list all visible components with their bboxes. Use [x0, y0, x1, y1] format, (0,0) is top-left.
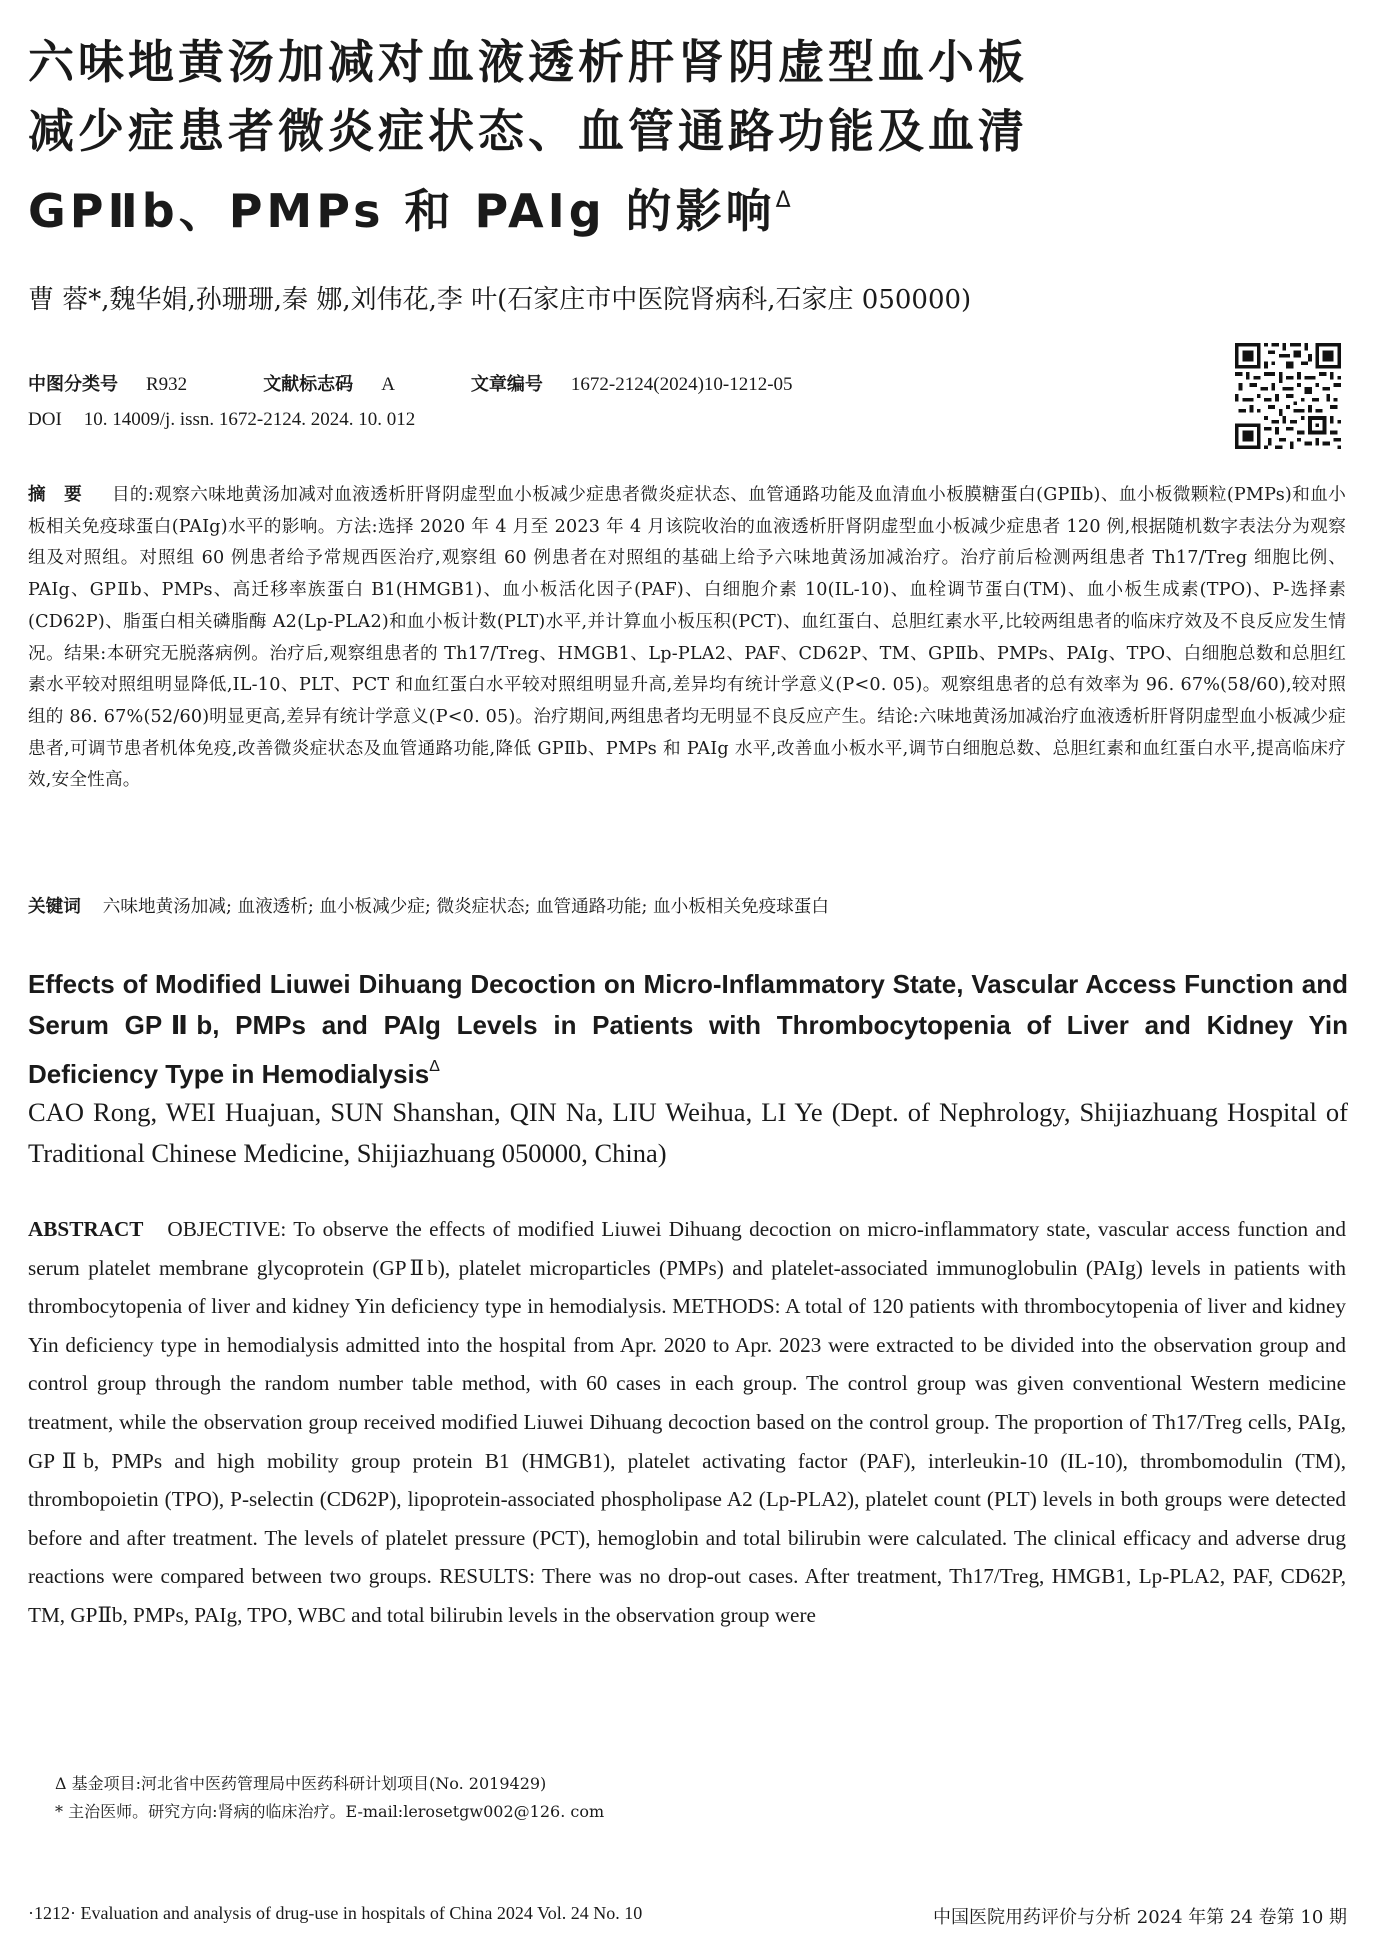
clc-label: 中图分类号: [28, 374, 118, 395]
fund-footnote: Δ 基金项目:河北省中医药管理局中医药科研计划项目(No. 2019429): [55, 1774, 547, 1793]
chinese-keywords-text: 六味地黄汤加减; 血液透析; 血小板减少症; 微炎症状态; 血管通路功能; 血小板相关免疫球蛋白: [102, 897, 829, 917]
chinese-title-line-1: 六味地黄汤加减对血液透析肝肾阴虚型血小板: [28, 35, 1028, 89]
clc-value: R932: [146, 374, 188, 395]
article-no-value: 1672-2124(2024)10-1212-05: [570, 374, 793, 395]
english-title: Effects of Modified Liuwei Dihuang Decoction on Micro-Inflammatory State, Vascular Access Function and Serum GPⅡb, PMPs and PAIg Levels in Patients with Thrombocytopenia of Liver and Kidney Yin Deficiency Type in Hemodialysis$^\Delta$: [28, 969, 1348, 1089]
chinese-title: [28, 28, 1348, 246]
doc-code-value: A: [381, 374, 395, 395]
chinese-title-line-2: 减少症患者微炎症状态、血管通路功能及血清: [28, 104, 1028, 158]
footnotes: [55, 1770, 604, 1826]
english-abstract-label: ABSTRACT: [28, 1217, 144, 1241]
author-footnote: * 主治医师。研究方向:肾病的临床治疗。E-mail:lerosetgw002@126. com: [55, 1802, 605, 1821]
classification-row: [28, 370, 793, 396]
qr-code-icon[interactable]: [1235, 343, 1341, 449]
chinese-title-line-3: GPⅡb、PMPs 和 PAIg 的影响$^\Delta$: [28, 184, 795, 238]
fund-mark: Δ: [775, 188, 795, 213]
english-fund-mark: Δ: [429, 1058, 440, 1075]
page-footer-left: ·1212· Evaluation and analysis of drug-use in hospitals of China 2024 Vol. 24 No. 10: [28, 1903, 643, 1923]
chinese-keywords: [28, 893, 829, 918]
chinese-abstract-label: 摘 要: [28, 485, 88, 505]
doi-label: DOI: [28, 409, 62, 430]
doi-value: 10. 14009/j. issn. 1672-2124. 2024. 10. 012: [83, 409, 416, 430]
chinese-abstract-text: 目的:观察六味地黄汤加减对血液透析肝肾阴虚型血小板减少症患者微炎症状态、血管通路功能及血清血小板膜糖蛋白(GPⅡb)、血小板微颗粒(PMPs)和血小板相关免疫球蛋白(PAIg)水平的影响。方法:选择 2020 年 4 月至 2023 年 4 月该院收治的血液透析肝肾阴虚型血小板减少症患者 120 例,根据随机数字表法分为观察组及对照组。对照组 60 例患者给予常规西医治疗,观察组 60 例患者在对照组的基础上给予六味地黄汤加减治疗。治疗前后检测两组患者 Th17/Treg 细胞比例、PAIg、GPⅡb、PMPs、高迁移率族蛋白 B1(HMGB1)、血小板活化因子(PAF)、白细胞介素 10(IL-10)、血栓调节蛋白(TM)、血小板生成素(TPO)、P-选择素(CD62P)、脂蛋白相关磷脂酶 A2(Lp-PLA2)和血小板计数(PLT)水平,并计算血小板压积(PCT)、血红蛋白、总胆红素水平,比较两组患者的临床疗效及不良反应发生情况。结果:本研究无脱落病例。治疗后,观察组患者的 Th17/Treg、HMGB1、Lp-PLA2、PAF、CD62P、TM、GPⅡb、PMPs、PAIg、TPO、白细胞总数和总胆红素水平较对照组明显降低,IL-10、PLT、PCT 和血红蛋白水平较对照组明显升高,差异均有统计学意义(P<0. 05)。观察组患者的总有效率为 96. 67%(58/60),较对照组的 86. 67%(52/60)明显更高,差异有统计学意义(P<0. 05)。治疗期间,两组患者均无明显不良反应产生。结论:六味地黄汤加减治疗血液透析肝肾阴虚型血小板减少症患者,可调节患者机体免疫,改善微炎症状态及血管通路功能,降低 GPⅡb、PMPs 和 PAIg 水平,改善血小板水平,调节白细胞总数、总胆红素和血红蛋白水平,提高临床疗效,安全性高。: [28, 485, 1346, 791]
doi-row: [28, 409, 415, 431]
page-footer-right: 中国医院用药评价与分析 2024 年第 24 卷第 10 期: [933, 1907, 1347, 1928]
chinese-authors: 曹 蓉*,魏华娟,孙珊珊,秦 娜,刘伟花,李 叶(石家庄市中医院肾病科,石家庄 050000): [28, 285, 972, 315]
english-abstract: [28, 1210, 1346, 1635]
chinese-abstract: [28, 480, 1346, 797]
english-abstract-text: OBJECTIVE: To observe the effects of modified Liuwei Dihuang decoction on micro-inflammatory state, vascular access function and serum platelet membrane glycoprotein (GPⅡb), platelet microparticles (PMPs) and platelet-associated immunoglobulin (PAIg) levels in patients with thrombocytopenia of liver and kidney Yin deficiency type in hemodialysis. METHODS: A total of 120 patients with thrombocytopenia of liver and kidney Yin deficiency type in hemodialysis admitted into the hospital from Apr. 2020 to Apr. 2023 were extracted to be divided into the observation group and control group through the random number table method, with 60 cases in each group. The control group was given conventional Western medicine treatment, while the observation group received modified Liuwei Dihuang decoction based on the control group. The proportion of Th17/Treg cells, PAIg, GPⅡb, PMPs and high mobility group protein B1 (HMGB1), platelet activating factor (PAF), interleukin-10 (IL-10), thrombomodulin (TM), thrombopoietin (TPO), P-selectin (CD62P), lipoprotein-associated phospholipase A2 (Lp-PLA2), platelet count (PLT) levels in both groups were detected before and after treatment. The levels of platelet pressure (PCT), hemoglobin and total bilirubin were calculated. The clinical efficacy and adverse drug reactions were compared between two groups. RESULTS: There was no drop-out cases. After treatment, Th17/Treg, HMGB1, Lp-PLA2, PAF, CD62P, TM, GPⅡb, PMPs, PAIg, TPO, WBC and total bilirubin levels in the observation group were: [28, 1217, 1346, 1627]
english-authors: CAO Rong, WEI Huajuan, SUN Shanshan, QIN Na, LIU Weihua, LI Ye (Dept. of Nephrology, Shijiazhuang Hospital of Traditional Chinese Medicine, Shijiazhuang 050000, China): [28, 1097, 1348, 1168]
doc-code-label: 文献标志码: [263, 374, 354, 395]
article-no-label: 文章编号: [470, 374, 543, 395]
chinese-keywords-label: 关键词: [28, 897, 81, 917]
